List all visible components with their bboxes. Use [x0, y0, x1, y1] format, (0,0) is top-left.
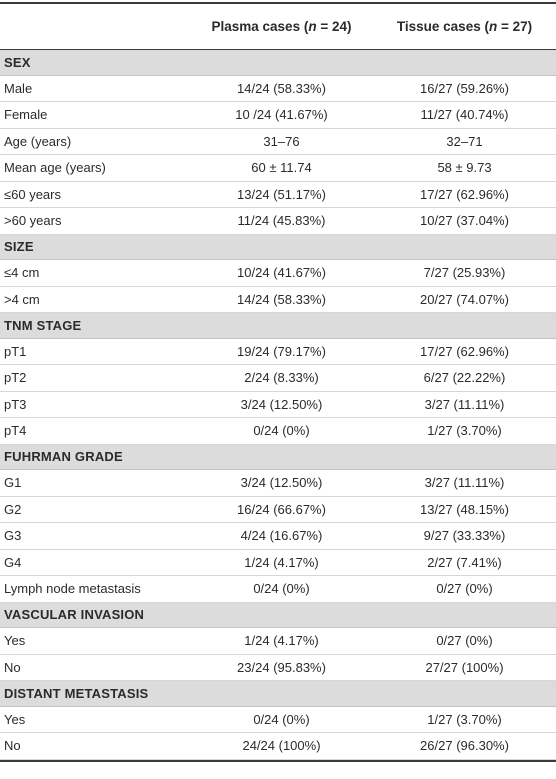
table-header [0, 4, 556, 49]
row-label: >60 years [4, 213, 62, 229]
plasma-value-cell: 1/24 (4.17%) [244, 554, 319, 570]
tissue-value-cell: 10/27 (37.04%) [420, 213, 509, 229]
table-row [0, 339, 556, 366]
row-label: ≤60 years [4, 186, 61, 202]
table-row [0, 733, 556, 760]
section-header: TNM STAGE [0, 313, 556, 339]
plasma-value-cell: 1/24 (4.17%) [244, 633, 319, 649]
table-row [0, 365, 556, 392]
row-label: Yes [4, 711, 26, 727]
table-row [0, 707, 556, 734]
table-row [0, 208, 556, 235]
row-label: pT1 [4, 343, 27, 359]
tissue-value-cell: 32–71 [446, 133, 483, 149]
plasma-value-cell: 0/24 (0%) [253, 711, 310, 727]
tissue-value-cell: 17/27 (62.96%) [420, 343, 509, 359]
row-label: Age (years) [4, 133, 72, 149]
tissue-value-cell: 3/27 (11.11%) [424, 396, 505, 412]
row-label: pT3 [4, 396, 27, 412]
row-label: pT2 [4, 370, 27, 386]
plasma-value-cell: 16/24 (66.67%) [237, 501, 326, 517]
row-label: Female [4, 107, 48, 123]
plasma-value-cell: 23/24 (95.83%) [237, 659, 326, 675]
header-plasma-cases: Plasma cases (n = 24) [211, 19, 352, 34]
table-row [0, 655, 556, 682]
row-label: No [4, 659, 21, 675]
table-row [0, 497, 556, 524]
tissue-value-cell: 17/27 (62.96%) [420, 186, 509, 202]
tissue-value-cell: 2/27 (7.41%) [427, 554, 502, 570]
tissue-value-cell: 7/27 (25.93%) [423, 265, 506, 281]
section-header: VASCULAR INVASION [0, 603, 556, 629]
row-label: G2 [4, 501, 22, 517]
plasma-value-cell: 3/24 (12.50%) [240, 475, 323, 491]
table-row [0, 392, 556, 419]
table-row [0, 102, 556, 129]
tissue-value-cell: 9/27 (33.33%) [423, 528, 506, 544]
plasma-value-cell: 0/24 (0%) [253, 423, 310, 439]
section-header: FUHRMAN GRADE [0, 445, 556, 471]
tissue-value-cell: 1/27 (3.70%) [427, 423, 502, 439]
tissue-value-cell: 6/27 (22.22%) [423, 370, 506, 386]
plasma-value-cell: 2/24 (8.33%) [244, 370, 319, 386]
tissue-value-cell: 20/27 (74.07%) [420, 291, 509, 307]
tissue-value-cell: 27/27 (100%) [425, 659, 504, 675]
tissue-value-cell: 26/27 (96.30%) [420, 738, 509, 754]
table-row [0, 523, 556, 550]
tissue-value-cell: 1/27 (3.70%) [427, 711, 502, 727]
row-label: Yes [4, 633, 26, 649]
row-label: No [4, 738, 21, 754]
table-row [0, 260, 556, 287]
plasma-value-cell: 60 ± 11.74 [251, 160, 312, 176]
table-row [0, 76, 556, 103]
plasma-value-cell: 14/24 (58.33%) [237, 291, 326, 307]
table-body [0, 50, 556, 760]
row-label: G3 [4, 528, 22, 544]
row-label: Male [4, 80, 33, 96]
plasma-value-cell: 14/24 (58.33%) [237, 80, 326, 96]
plasma-value-cell: 3/24 (12.50%) [240, 396, 323, 412]
tissue-value-cell: 3/27 (11.11%) [424, 475, 505, 491]
table-row [0, 287, 556, 314]
row-label: pT4 [4, 423, 27, 439]
table-row [0, 628, 556, 655]
header-tissue-cases: Tissue cases (n = 27) [396, 19, 533, 34]
table-row [0, 576, 556, 603]
table-bottom-rule [0, 760, 556, 762]
plasma-value-cell: 24/24 (100%) [242, 738, 321, 754]
section-header: DISTANT METASTASIS [0, 681, 556, 707]
plasma-value-cell: 4/24 (16.67%) [240, 528, 323, 544]
section-header: SIZE [0, 235, 556, 261]
plasma-value-cell: 0/24 (0%) [253, 581, 310, 597]
row-label: G4 [4, 554, 22, 570]
row-label: >4 cm [4, 291, 40, 307]
plasma-value-cell: 10/24 (41.67%) [237, 265, 326, 281]
tissue-value-cell: 13/27 (48.15%) [420, 501, 509, 517]
table-row [0, 129, 556, 156]
table-row [0, 182, 556, 209]
section-header: SEX [0, 50, 556, 76]
plasma-value-cell: 11/24 (45.83%) [237, 213, 326, 229]
table-row [0, 155, 556, 182]
tissue-value-cell: 58 ± 9.73 [437, 160, 492, 176]
row-label: ≤4 cm [4, 265, 40, 281]
table-row [0, 470, 556, 497]
clinical-table [0, 2, 556, 762]
tissue-value-cell: 0/27 (0%) [436, 581, 493, 597]
plasma-value-cell: 31–76 [263, 133, 300, 149]
plasma-value-cell: 19/24 (79.17%) [237, 343, 326, 359]
plasma-value-cell: 10 /24 (41.67%) [235, 107, 328, 123]
row-label: G1 [4, 475, 22, 491]
row-label: Lymph node metastasis [4, 581, 141, 597]
plasma-value-cell: 13/24 (51.17%) [237, 186, 326, 202]
table-row [0, 418, 556, 445]
table-row [0, 550, 556, 577]
tissue-value-cell: 0/27 (0%) [436, 633, 493, 649]
row-label: Mean age (years) [4, 160, 106, 176]
tissue-value-cell: 16/27 (59.26%) [420, 80, 509, 96]
tissue-value-cell: 11/27 (40.74%) [420, 107, 509, 123]
